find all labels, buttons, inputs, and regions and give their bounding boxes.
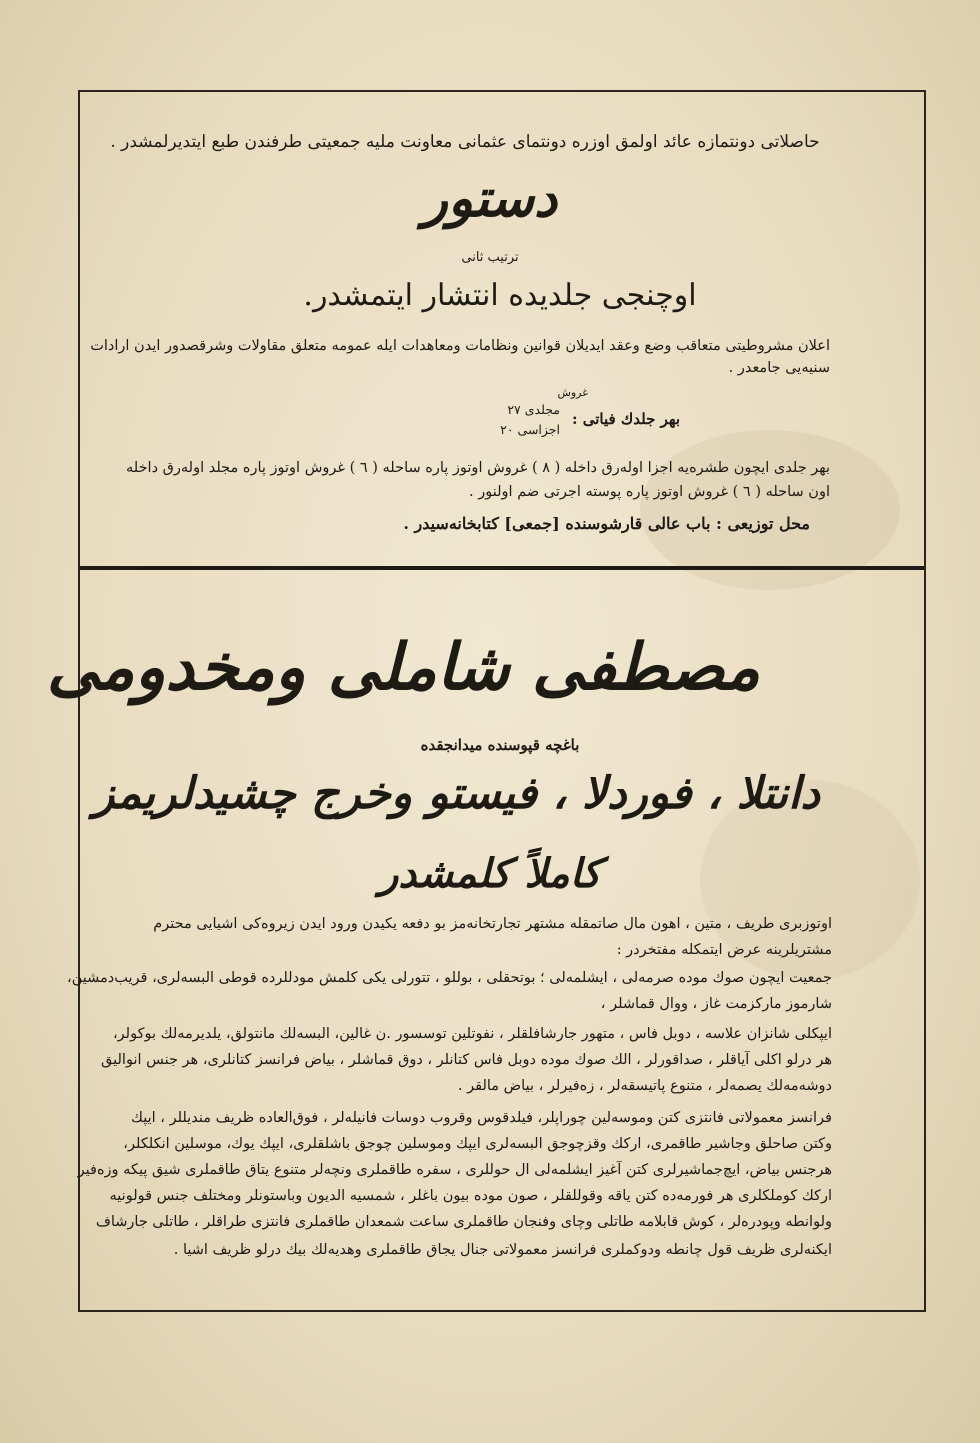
price-row-parts bbox=[500, 422, 560, 437]
body-line: ایکنه‌لری ظریف قول چانطه ودوکملری فرانسز معمولاتی جنال یجاق طاقملری وهدیه‌لك بیك درلو ظریف اشیا . bbox=[173, 1242, 832, 1258]
advertised-arrival: کاملاً کلمشدر bbox=[379, 850, 601, 897]
postage-line: بهر جلدی ایچون طشره‌یه اجزا اوله‌رق داخله ( ٨ ) غروش اوتوز پاره ساحله ( ٦ ) غروش اوتوز پاره مجلد اوله‌رق داخله bbox=[126, 460, 830, 476]
body-line: وکتن صاحلق وجاشیر طاقمری، ارکك وقزچوجق البسه‌لری ایپك وموسلین چوجق باشلقلری، ایپك یوك، موسلین انکلکلر، bbox=[123, 1136, 832, 1152]
body-line: هرجنس بیاض، ایچ‌جماشیرلری کتن آغیز ایشلمه‌لی ال حوللری ، سفره طاقملری ونچه‌لر متنوع یتاق طاقملری شیق پیکه وزه‌فیر bbox=[77, 1162, 832, 1178]
price-row-name: مجلدی bbox=[524, 402, 560, 417]
volume-announcement: اوچنجی جلدیده انتشار ایتمشدر. bbox=[303, 278, 697, 313]
body-line: هر درلو اکلی آیاقلر ، صداقورلر ، الك صوك موده دوبل فاس کتانلر ، دوق قماشلر ، بیاض فرانسز کتانلری، هر جنس انوالیق bbox=[101, 1052, 832, 1068]
advertised-products: دانتلا ، فوردلا ، فیستو وخرج چشیدلریمز bbox=[93, 768, 820, 819]
publication-title: دستور bbox=[422, 168, 558, 229]
body-line: مشتریلرینه عرض ایتمکله مفتخردر : bbox=[616, 942, 832, 958]
advertiser-location: باغچه قپوسنده میدانجقده bbox=[420, 736, 580, 754]
advertiser-name: مصطفی شاملی ومخدومی bbox=[46, 630, 760, 705]
body-line: شارموز مارکزمت غاز ، ووال قماشلر ، bbox=[600, 996, 832, 1012]
publication-subtitle: ترتیب ثانی bbox=[461, 250, 519, 265]
section-divider bbox=[80, 566, 924, 570]
price-row-value: ٢٧ bbox=[507, 402, 521, 417]
body-line: فرانسز معمولاتی فانتزی کتن وموسه‌لین چوراپلر، فیلدقوس وقروب دوسات فانیله‌لر ، فوق‌العاده ظریف مندیللر ، ایپك bbox=[131, 1110, 832, 1126]
body-line: ایپکلی شانزان علاسه ، دوبل فاس ، متهور جارشافلقلر ، نفوتلین توسسور .ن غالین، البسه‌لك مانتولق، یلدیرمه‌لك بوکولر، bbox=[112, 1026, 832, 1042]
price-unit: غروش bbox=[557, 386, 588, 399]
description-line: اعلان مشروطیتی متعاقب وضع وعقد ایدیلان قوانین ونظامات ومعاهدات ایله عمومه متعلق مقاولات وشرقصدور ایدن ارادات bbox=[90, 338, 830, 354]
body-line: ارکك کوملکلری هر فورمه‌ده کتن یاقه وقوللقلر ، صون موده بیون باغلر ، شمسیه الدیون وباستونلر ومختلف جنس قولونیه bbox=[109, 1188, 832, 1204]
body-line: اوتوزبری طریف ، متین ، اهون مال صاتمقله مشتهر تجارتخانه‌مز بو دفعه یکیدن ورود ایدن زیروه‌کی اشیایی محترم bbox=[153, 916, 832, 932]
header-note: حاصلاتی دونتمازه عائد اولمق اوزره دونتمای عثمانی معاونت ملیه جمعیتی طرفندن طبع ایتدیرلمشدر . bbox=[110, 132, 820, 152]
body-line: دوشه‌مه‌لك یصمه‌لر ، متنوع پاتیسقه‌لر ، زه‌فیرلر ، بیاض مالقر . bbox=[457, 1078, 832, 1094]
distribution-line: محل توزیعی : باب عالی قارشوسنده [جمعی] کتابخانه‌سیدر . bbox=[403, 514, 810, 533]
price-block bbox=[440, 386, 680, 448]
postage-line: اون ساحله ( ٦ ) غروش اوتوز پاره پوسته اجرتی ضم اولنور . bbox=[469, 484, 830, 500]
body-line: جمعیت ایچون صوك موده صرمه‌لی ، ایشلمه‌لی ؛ بوتحقلی ، بوللو ، تتورلی یکی کلمش مودللرده قوطی البسه‌لری، قریب‌دمشین، bbox=[67, 970, 832, 986]
description-line: سنیه‌یی جامعدر . bbox=[728, 360, 830, 376]
price-row-name: اجزاسی bbox=[517, 422, 560, 437]
price-row-bound bbox=[507, 402, 560, 417]
price-label: بهر جلدك فیاتی : bbox=[572, 410, 680, 428]
body-line: ولوانطه وپودرەلر ، کوش قابلامه طاتلی وچای وفنجان طاقملری ساعت شمعدان طاقملری فانتزی طراقلر ، طاتلی جارشاف bbox=[95, 1214, 832, 1230]
price-row-value: ٢٠ bbox=[500, 422, 514, 437]
